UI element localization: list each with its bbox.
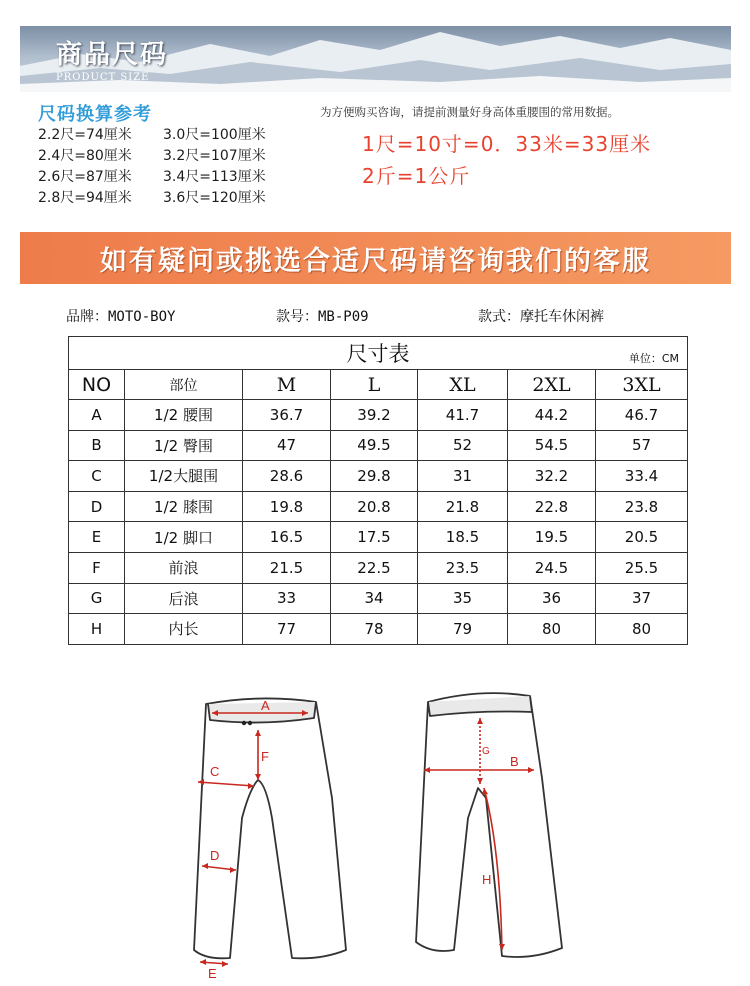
column-header-l: L [331,370,418,400]
row-code: C [69,461,125,492]
size-value: 37 [596,583,688,614]
size-value: 36 [508,583,596,614]
row-code: F [69,552,125,583]
column-header-no: NO [69,370,125,400]
row-part: 1/2大腿围 [125,461,243,492]
conversion-item: 2.4尺=80厘米 [38,148,132,164]
row-part: 1/2 臀围 [125,430,243,461]
unit-rule-length: 1尺=10寸=0．33米=33厘米 [362,132,652,156]
table-row [69,583,688,614]
size-value: 80 [508,614,596,645]
row-code: B [69,430,125,461]
column-header-m: M [243,370,331,400]
product-model: 款号：MB-P09 [276,309,369,325]
row-code: E [69,522,125,553]
table-row [69,430,688,461]
size-value: 46.7 [596,400,688,431]
row-part: 后浪 [125,583,243,614]
size-value: 35 [418,583,508,614]
label-e: E [208,966,217,978]
conversion-item: 2.6尺=87厘米 [38,169,132,185]
size-value: 19.8 [243,491,331,522]
conversion-item: 3.4尺=113厘米 [163,169,266,185]
size-value: 23.8 [596,491,688,522]
column-header-2xl: 2XL [508,370,596,400]
size-value: 21.8 [418,491,508,522]
table-header-row [69,370,688,400]
conversion-item: 3.2尺=107厘米 [163,148,266,164]
size-value: 36.7 [243,400,331,431]
size-value: 22.8 [508,491,596,522]
label-a: A [261,698,270,713]
measurement-note: 为方便购买咨询，请提前测量好身高体重腰围的常用数据。 [320,105,619,119]
size-value: 80 [596,614,688,645]
table-unit: 单位：CM [628,352,680,365]
size-value: 34 [331,583,418,614]
row-code: H [69,614,125,645]
size-value: 47 [243,430,331,461]
size-value: 21.5 [243,552,331,583]
conversion-item: 2.8尺=94厘米 [38,190,132,206]
row-part: 1/2 膝围 [125,491,243,522]
row-part: 1/2 脚口 [125,522,243,553]
table-row [69,614,688,645]
table-row [69,400,688,431]
label-g: G [482,746,490,757]
size-value: 52 [418,430,508,461]
size-value: 20.5 [596,522,688,553]
size-value: 22.5 [331,552,418,583]
table-row [69,461,688,492]
product-style: 款式：摩托车休闲裤 [478,309,604,325]
conversion-item: 3.6尺=120厘米 [163,190,266,206]
row-code: D [69,491,125,522]
column-header-part: 部位 [125,370,243,400]
label-h: H [482,872,492,887]
product-size-banner [20,26,731,92]
product-brand: 品牌：MOTO-BOY [66,309,176,325]
size-value: 19.5 [508,522,596,553]
row-part: 内长 [125,614,243,645]
size-value: 79 [418,614,508,645]
size-value: 77 [243,614,331,645]
row-part: 前浪 [125,552,243,583]
size-value: 17.5 [331,522,418,553]
size-value: 54.5 [508,430,596,461]
size-value: 16.5 [243,522,331,553]
size-value: 33.4 [596,461,688,492]
conversion-list [38,126,308,208]
banner-title: 商品尺码 [56,40,169,70]
size-value: 32.2 [508,461,596,492]
customer-service-banner: 如有疑问或挑选合适尺码请咨询我们的客服 [20,232,731,284]
size-value: 49.5 [331,430,418,461]
banner-subtitle: PRODUCT SIZE [56,72,150,83]
label-d: D [210,848,220,863]
pants-back-diagram [412,688,572,978]
size-value: 78 [331,614,418,645]
conversion-item: 2.2尺=74厘米 [38,127,132,143]
size-value: 23.5 [418,552,508,583]
size-value: 29.8 [331,461,418,492]
size-value: 39.2 [331,400,418,431]
label-b: B [510,754,519,769]
row-code: A [69,400,125,431]
unit-rule-weight: 2斤=1公斤 [362,164,471,188]
label-c: C [210,764,220,779]
size-value: 33 [243,583,331,614]
column-header-xl: XL [418,370,508,400]
table-row [69,491,688,522]
size-value: 57 [596,430,688,461]
pants-front-diagram [186,688,356,978]
size-chart-table [68,336,688,645]
size-value: 25.5 [596,552,688,583]
size-value: 28.6 [243,461,331,492]
row-part: 1/2 腰围 [125,400,243,431]
table-title: 尺寸表 [346,342,410,366]
size-value: 44.2 [508,400,596,431]
label-f: F [261,749,269,764]
size-value: 24.5 [508,552,596,583]
table-row [69,552,688,583]
column-header-3xl: 3XL [596,370,688,400]
conversion-item: 3.0尺=100厘米 [163,127,266,143]
size-value: 31 [418,461,508,492]
conversion-heading: 尺码换算参考 [38,104,152,125]
table-title-cell [69,337,688,370]
row-code: G [69,583,125,614]
size-value: 20.8 [331,491,418,522]
table-row [69,522,688,553]
size-value: 18.5 [418,522,508,553]
size-value: 41.7 [418,400,508,431]
